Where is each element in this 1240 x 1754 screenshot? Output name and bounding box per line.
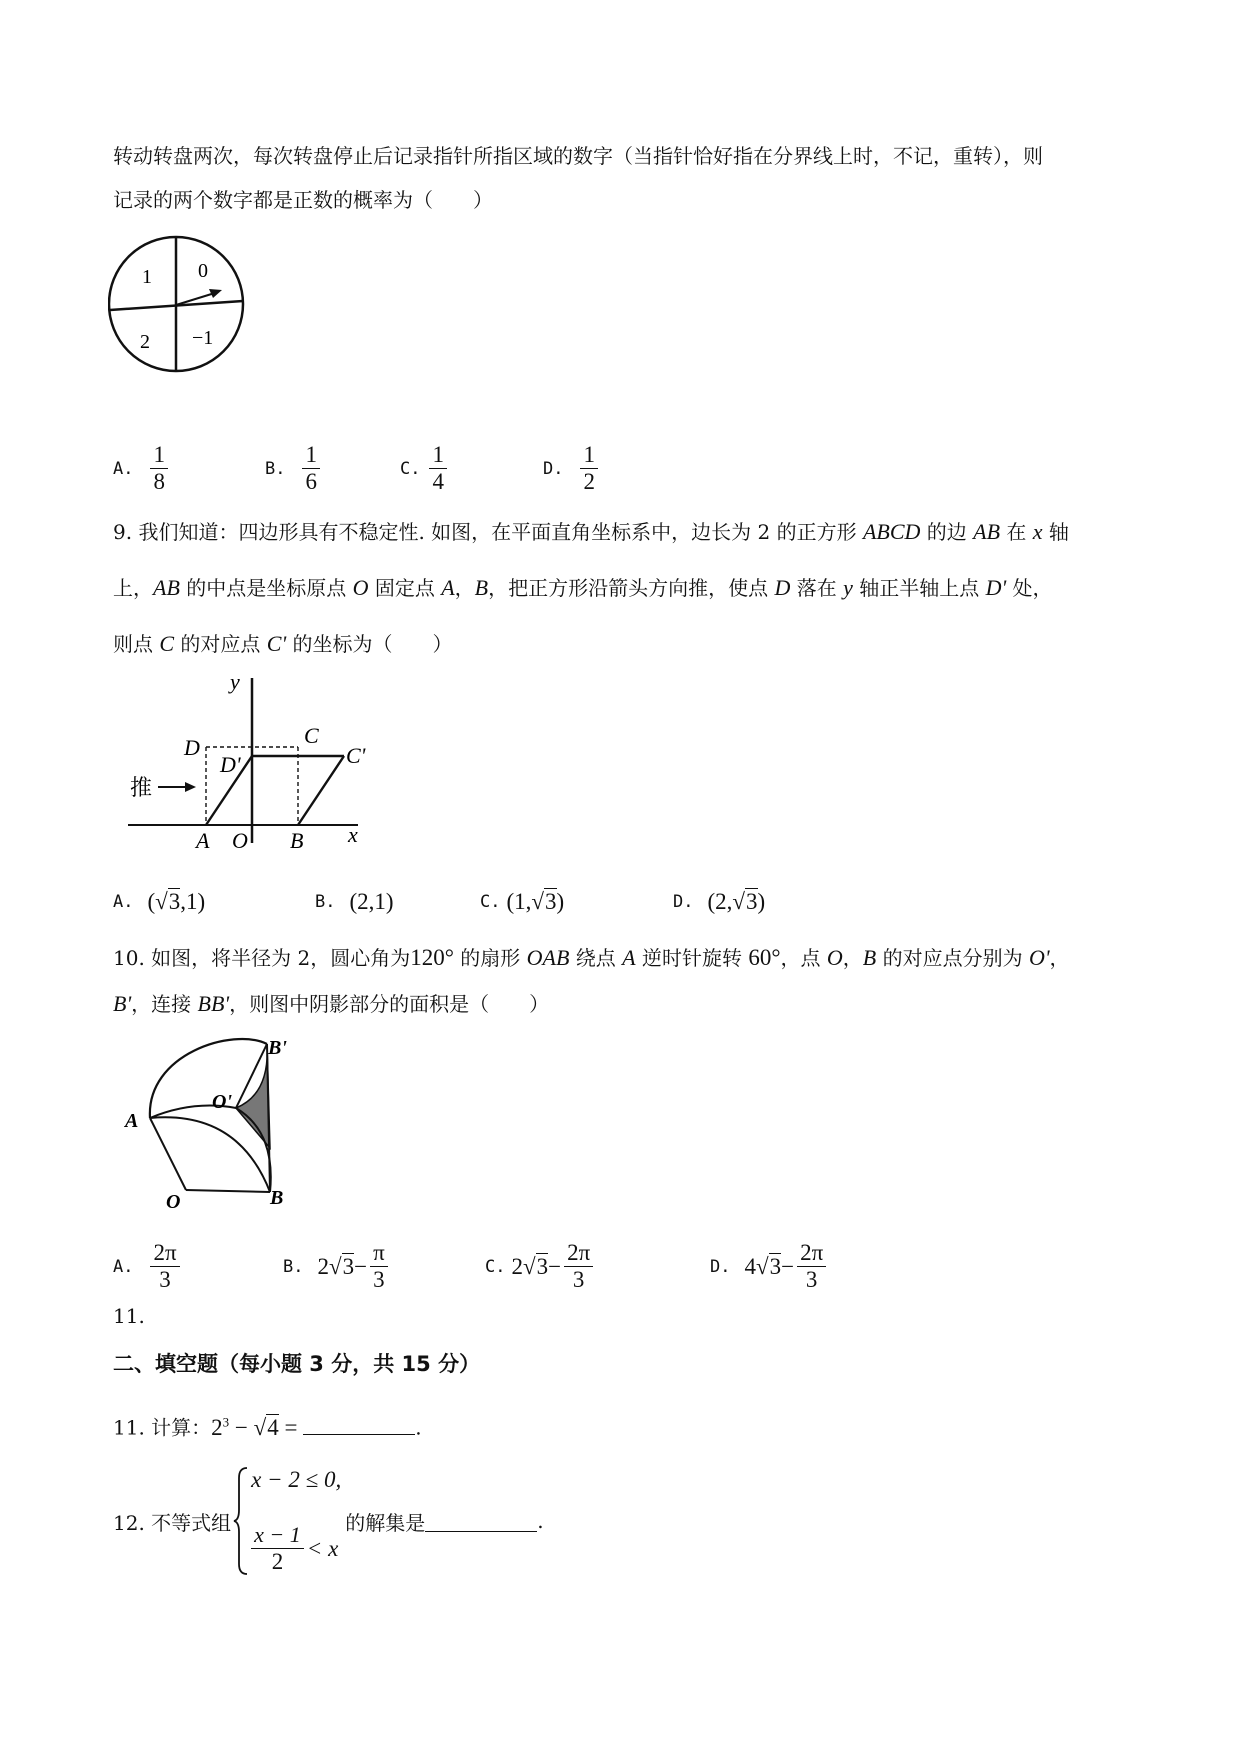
fraction: $\frac{\pi}{3}$	[370, 1240, 388, 1293]
option-label: A.	[113, 1256, 134, 1277]
q8-option-c[interactable]	[400, 442, 450, 495]
label-D: D	[184, 735, 200, 760]
q11: 11. 计算：$2^3 - √4$ = .	[113, 1414, 422, 1440]
q10-option-a[interactable]	[113, 1240, 183, 1293]
option-value: 2√3−	[511, 1253, 562, 1279]
option-value: 4√3−	[744, 1253, 795, 1279]
label-B: B	[270, 1187, 284, 1209]
option-label: C.	[400, 458, 421, 479]
q8-stem-line1: 转动转盘两次，每次转盘停止后记录指针所指区域的数字（当指针恰好指在分界线上时，不记，重转），则	[113, 144, 1043, 168]
option-label: D.	[673, 892, 694, 912]
q10-sector-figure	[118, 1032, 298, 1217]
segment-A-O	[150, 1118, 186, 1190]
q12: 12. 不等式组 x − 2 ≤ 0, $\frac{x - 1}{2}$ < x 的解集是 .	[113, 1467, 544, 1574]
system-row-1: x − 2 ≤ 0,	[251, 1467, 342, 1492]
spinner-label-0: 0	[198, 260, 208, 282]
fraction: $\frac{1}{2}$	[580, 442, 598, 495]
q9-stem-line2: 上，AB 的中点是坐标原点 O 固定点 A，B，把正方形沿箭头方向推，使点 D 落在 y 轴正半轴上点 D' 处，	[113, 575, 1053, 600]
q9-option-c[interactable]	[480, 888, 564, 916]
option-value: (√3,1)	[147, 889, 206, 914]
q10-option-b[interactable]	[283, 1240, 391, 1293]
label-O: O	[166, 1191, 181, 1213]
segment-O-B	[186, 1190, 270, 1192]
fraction: $\frac{2\pi}{3}$	[150, 1240, 179, 1293]
system-row-2: $\frac{x - 1}{2}$ < x	[251, 1522, 341, 1575]
q8-option-d[interactable]	[543, 442, 601, 495]
option-value: (2,√3)	[707, 889, 766, 914]
answer-blank[interactable]	[425, 1511, 537, 1532]
option-label: D.	[710, 1256, 731, 1277]
q9-option-a[interactable]	[113, 888, 205, 916]
q9-option-d[interactable]	[673, 888, 765, 916]
label-B: B	[290, 828, 304, 853]
stray-question-number: 11.	[113, 1304, 145, 1328]
fraction: $\frac{2\pi}{3}$	[564, 1240, 593, 1293]
option-value: (1,√3)	[506, 889, 565, 914]
q8-option-a[interactable]	[113, 442, 171, 495]
q9-option-b[interactable]	[315, 888, 394, 916]
option-label: B.	[315, 892, 336, 912]
answer-blank[interactable]	[303, 1414, 415, 1435]
label-D-prime: D'	[220, 752, 241, 777]
label-push: 推	[130, 776, 153, 801]
q8-spinner-figure	[108, 234, 248, 379]
parallelogram-right	[298, 756, 344, 825]
option-value: (2,1)	[349, 889, 394, 914]
option-label: D.	[543, 458, 564, 479]
fraction: $\frac{1}{4}$	[429, 442, 447, 495]
label-C-prime: C'	[346, 743, 366, 768]
q10-stem-line2: B'，连接 BB'，则图中阴影部分的面积是（ ）	[113, 991, 550, 1016]
option-label: B.	[265, 458, 286, 479]
label-O: O	[232, 828, 248, 853]
label-y: y	[230, 669, 240, 694]
push-arrow-head	[185, 782, 196, 792]
q9-stem-line3: 则点 C 的对应点 C' 的坐标为（ ）	[113, 631, 453, 656]
label-B-prime: B'	[268, 1037, 287, 1059]
q10-stem-line1: 10. 如图，将半径为 2，圆心角为120° 的扇形 OAB 绕点 A 逆时针旋转 60°，点 O，B 的对应点分别为 O'，	[113, 945, 1070, 970]
label-O-prime: O'	[212, 1091, 232, 1113]
spinner-label-2: 2	[140, 331, 150, 353]
brace-icon	[233, 1466, 249, 1576]
q9-coordinate-figure	[128, 668, 368, 858]
q8-stem-line2: 记录的两个数字都是正数的概率为（ ）	[113, 188, 493, 212]
q9-stem-line1: 9. 我们知道：四边形具有不稳定性. 如图，在平面直角坐标系中，边长为 2 的正方形 ABCD 的边 AB 在 x 轴	[113, 519, 1069, 544]
section-heading: 二、填空题（每小题 3 分，共 15 分）	[113, 1352, 481, 1376]
q10-option-c[interactable]	[485, 1240, 596, 1293]
option-label: C.	[480, 892, 501, 912]
option-value: 2√3−	[317, 1253, 368, 1279]
label-A: A	[125, 1110, 139, 1132]
option-label: A.	[113, 892, 134, 912]
option-label: B.	[283, 1256, 304, 1277]
fraction: $\frac{2\pi}{3}$	[797, 1240, 826, 1293]
fraction: $\frac{1}{6}$	[302, 442, 320, 495]
label-C: C	[304, 723, 319, 748]
label-A: A	[196, 828, 210, 853]
q8-option-b[interactable]	[265, 442, 323, 495]
fraction: $\frac{1}{8}$	[150, 442, 168, 495]
spinner-label-neg1: −1	[192, 327, 214, 349]
spinner-label-1: 1	[142, 266, 152, 288]
q10-option-d[interactable]	[710, 1240, 829, 1293]
option-label: A.	[113, 458, 134, 479]
option-label: C.	[485, 1256, 506, 1277]
label-x: x	[348, 822, 358, 847]
